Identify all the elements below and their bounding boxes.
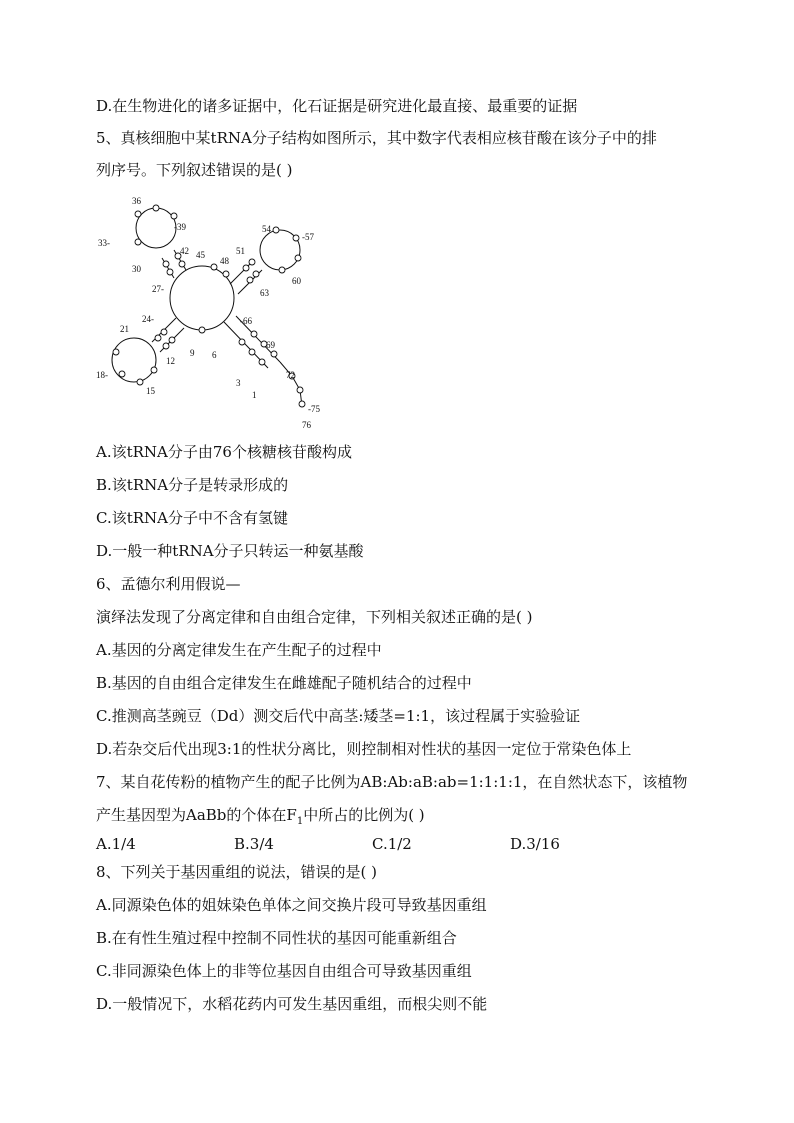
q7-stem-part-b: 中所占的比例为( ) [303,806,425,824]
svg-text:-39: -39 [174,222,186,232]
svg-text:30: 30 [132,264,141,274]
question-6-stem-1: 6、孟德尔利用假说— [96,575,241,593]
svg-text:1: 1 [252,390,257,400]
question-5-stem-1: 5、真核细胞中某tRNA分子结构如图所示，其中数字代表相应核苷酸在该分子中的排 [96,129,657,147]
question-6-option-d: D.若杂交后代出现3:1的性状分离比，则控制相对性状的基因一定位于常染色体上 [96,740,632,758]
question-8-option-a: A.同源染色体的姐妹染色单体之间交换片段可导致基因重组 [96,896,487,914]
q7-stem-subscript: 1 [296,816,304,827]
svg-text:21: 21 [120,324,129,334]
question-6-option-c: C.推测高茎豌豆（Dd）测交后代中高茎:矮茎=1:1，该过程属于实验验证 [96,707,581,725]
question-6-option-b: B.基因的自由组合定律发生在雌雄配子随机结合的过程中 [96,674,472,692]
line-q4-option-d: D.在生物进化的诸多证据中，化石证据是研究进化最直接、最重要的证据 [96,97,578,115]
question-5-option-c: C.该tRNA分子中不含有氢键 [96,509,288,527]
question-7-stem-2 [96,805,425,832]
question-7-stem-1: 7、某自花传粉的植物产生的配子比例为AB:Ab:aB:ab=1:1:1:1，在自然状态下，该植物 [96,773,688,791]
question-7-option-d: D.3/16 [510,835,560,853]
svg-text:63: 63 [260,288,269,298]
svg-text:36: 36 [132,196,141,206]
question-5-stem-2: 列序号。下列叙述错误的是( ) [96,161,293,179]
question-6-stem-2: 演绎法发现了分离定律和自由组合定律，下列相关叙述正确的是( ) [96,608,533,626]
question-5-option-b: B.该tRNA分子是转录形成的 [96,476,289,494]
question-5-option-a: A.该tRNA分子由76个核糖核苷酸构成 [96,443,352,461]
svg-text:6: 6 [212,350,217,360]
question-8-option-b: B.在有性生殖过程中控制不同性状的基因可能重新组合 [96,929,457,947]
svg-text:15: 15 [146,386,155,396]
svg-text:27-: 27- [152,284,164,294]
question-5-option-d: D.一般一种tRNA分子只转运一种氨基酸 [96,542,364,560]
svg-text:51: 51 [236,246,245,256]
svg-text:33-: 33- [98,238,110,248]
svg-text:-57: -57 [302,232,314,242]
svg-text:-66: -66 [240,316,252,326]
svg-text:60: 60 [292,276,301,286]
svg-text:72: 72 [286,370,295,380]
svg-text:45: 45 [196,250,205,260]
svg-text:-75: -75 [308,404,320,414]
question-8-stem: 8、下列关于基因重组的说法，错误的是( ) [96,863,378,881]
svg-text:54: 54 [262,224,271,234]
q7-stem-part-a: 产生基因型为AaBb的个体在F [96,806,297,824]
svg-text:18-: 18- [96,370,108,380]
question-7-option-b: B.3/4 [234,835,274,853]
svg-text:9: 9 [190,348,195,358]
question-8-option-c: C.非同源染色体上的非等位基因自由组合可导致基因重组 [96,962,472,980]
svg-text:24-: 24- [142,314,154,324]
svg-text:42: 42 [180,246,189,256]
svg-text:48: 48 [220,256,229,266]
svg-text:12: 12 [166,356,175,366]
question-7-option-a: A.1/4 [96,835,136,853]
svg-text:76: 76 [302,420,311,430]
svg-text:3: 3 [236,378,241,388]
question-8-option-d: D.一般情况下，水稻花药内可发生基因重组，而根尖则不能 [96,995,488,1013]
trna-structure-figure [96,192,336,432]
svg-text:69: 69 [266,340,275,350]
question-7-option-c: C.1/2 [372,835,412,853]
question-6-option-a: A.基因的分离定律发生在产生配子的过程中 [96,641,382,659]
